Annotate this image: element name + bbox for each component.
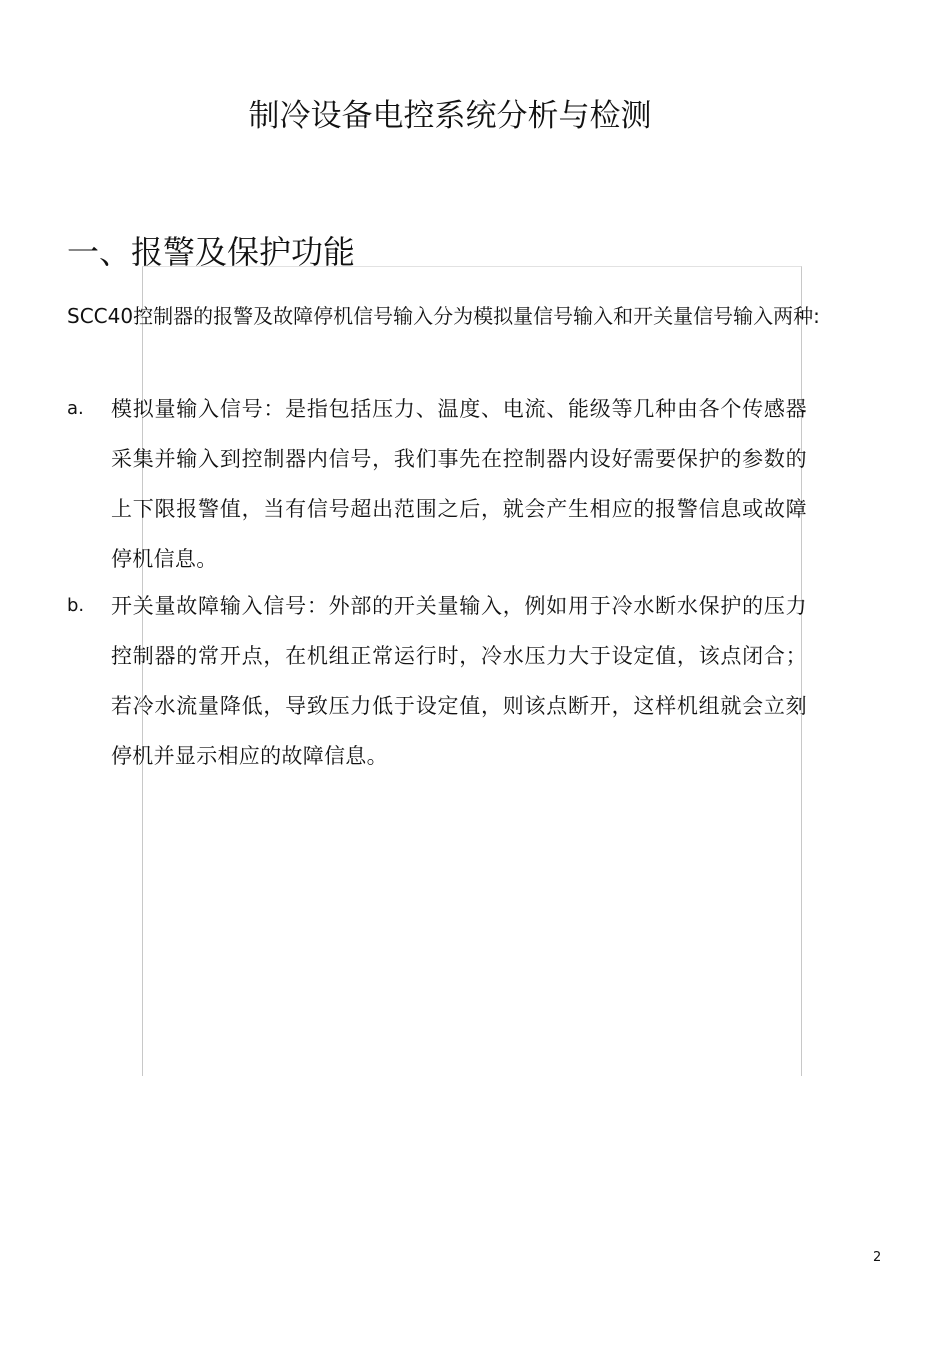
list-marker-a: a. xyxy=(67,398,84,419)
list-item-a xyxy=(67,384,807,584)
document-title: 制冷设备电控系统分析与检测 xyxy=(248,98,652,134)
list-marker-b: b. xyxy=(67,595,85,616)
list-item-text-a: 模拟量输入信号：是指包括压力、温度、电流、能级等几种由各个传感器采集并输入到控制器内信号，我们事先在控制器内设好需要保护的参数的上下限报警值，当有信号超出范围之后，就会产生相应的报警信息或故障停机信息。 xyxy=(111,397,807,571)
list-item-b xyxy=(67,581,807,781)
section-heading: 一、报警及保护功能 xyxy=(67,233,356,271)
page-number: 2 xyxy=(873,1250,882,1265)
intro-paragraph: SCC40控制器的报警及故障停机信号输入分为模拟量信号输入和开关量信号输入两种: xyxy=(67,304,820,328)
list-item-text-b: 开关量故障输入信号：外部的开关量输入，例如用于冷水断水保护的压力控制器的常开点，在机组正常运行时，冷水压力大于设定值，该点闭合；若冷水流量降低，导致压力低于设定值，则该点断开，这样机组就会立刻停机并显示相应的故障信息。 xyxy=(111,594,807,768)
